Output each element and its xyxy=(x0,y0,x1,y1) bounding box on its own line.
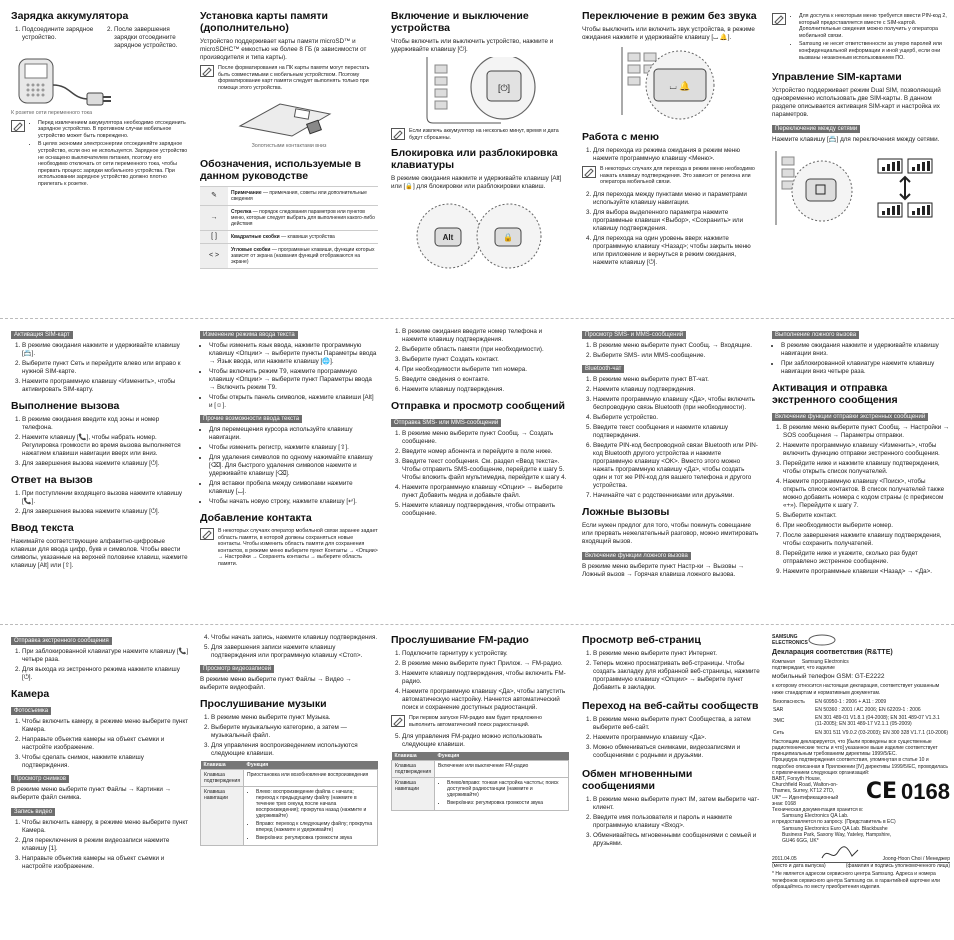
symbol-desc: — порядок следования параметров или пунктов меню, которые следует выбрать для выполнения какого-либо действия xyxy=(231,208,375,227)
power-key-illustration xyxy=(391,57,569,125)
step: 1. Чтобы включить камеру, в режиме меню выберите пункт Камера. xyxy=(22,819,189,835)
step: 4. Нажмите программную клавишу <Опции> → выберите пункт Добавить медиа и добавьте файл. xyxy=(402,484,569,500)
step: 7. После завершения нажмите клавишу подтверждения, чтобы сохранить получателей. xyxy=(783,532,950,548)
table-row xyxy=(772,714,950,728)
symbol-label: Угловые скобки xyxy=(231,246,271,253)
step: 1. Подключите гарнитуру к устройству. xyxy=(402,650,569,658)
step: 2. Теперь можно просматривать веб-страницы. Чтобы создать закладку для избранной веб-страницы, нажмите программную клавишу <Опции> → выберите пункт Добавить в закладки. xyxy=(593,660,760,692)
step: 1. В режиме ожидания введите номер телефона и нажмите клавишу подтверждения. xyxy=(402,328,569,344)
web-section xyxy=(582,634,760,850)
subsection-tag: Просмотр видеозаписей xyxy=(200,665,274,673)
step: 3. Перейдите ниже и нажмите клавишу подтверждения, чтобы открыть список получателей. xyxy=(783,460,950,476)
footnote: * Не является адресом сервисного центра Samsung. Адреса и номера телефонов сервисного центра Samsung см. в гарантийной карточке или обращайтесь по месту приобретения изделия. xyxy=(772,871,940,890)
section-title: Прослушивание музыки xyxy=(200,698,327,710)
signature-row xyxy=(772,844,950,862)
card-caption: Золотистыми контактами вниз xyxy=(251,143,327,150)
step: 2. Для переключения в режим видеозаписи нажмите клавишу [1]. xyxy=(22,837,189,853)
section-title: Ложные вызовы xyxy=(582,506,670,518)
note-icon xyxy=(582,166,596,178)
note-symbol: ✎ xyxy=(200,186,228,205)
ce-mark xyxy=(865,778,950,804)
function-cell: Включение или выключение FM-радио xyxy=(435,761,569,778)
step: 1. При поступлении входящего вызова нажмите клавишу [📞]. xyxy=(22,490,189,506)
sim-section xyxy=(772,10,950,232)
standard-value: EN 60950-1 : 2006 + A11 : 2009 xyxy=(815,698,887,705)
step: 1. Подсоедините зарядное устройство. xyxy=(22,26,97,42)
note-icon xyxy=(200,528,214,540)
step: 5. Для завершения записи нажмите клавишу подтверждения или программную клавишу <Стоп>. xyxy=(211,644,378,660)
standard-value: EN 301 511 V9.0.2 (03-2003); EN 300 328 V1.7.1 (10-2006) xyxy=(815,729,949,736)
table-row xyxy=(201,787,378,846)
step: 2. Нажмите программную клавишу <Изменить>, чтобы включить функцию отправки экстренного сообщения. xyxy=(783,442,950,458)
step: 2. Нажмите клавишу подтверждения. xyxy=(593,386,760,394)
tech-doc-place: Samsung Electronics QA Lab. xyxy=(782,813,849,820)
text-input-section xyxy=(200,328,378,573)
subsection-tag: Активация SIM-карт xyxy=(11,331,73,339)
body-and-mark xyxy=(772,776,950,807)
rep-address: Samsung Electronics Euro QA Lab. Blackbushe Business Park, Saxony Way, Yateley, Hampshire, GU46 6GG, UK* xyxy=(782,825,892,845)
symbols-table xyxy=(200,186,378,269)
note-text: В некоторых случаях оператор мобильной связи заранее задает область памяти, в которой должны сохраняться новые контакты. Чтобы изменить область памяти для сохранения контактов, в режиме меню выберите пункт Контакты → <Опции> → Настройки → Сохранять контакты → выберите область памяти. xyxy=(218,528,378,567)
note-box xyxy=(391,715,569,728)
section-title: Работа с меню xyxy=(582,131,659,143)
step: 3. Выберите пункт Создать контакт. xyxy=(402,356,569,364)
bullet: • Чтобы изменить регистр, нажмите клавишу [⇧]. xyxy=(209,444,378,452)
field-label: Компания xyxy=(772,659,795,665)
svg-text:⌴ 🔔: ⌴ 🔔 xyxy=(669,81,691,91)
step: 5. Выберите контакт. xyxy=(783,512,950,520)
section-title: Выполнение вызова xyxy=(11,400,120,412)
step: 7. Начинайте чат с родственниками или друзьями. xyxy=(593,492,760,500)
body-text: Чтобы включить или выключить устройство, нажмите и удерживайте клавишу [⏻]. xyxy=(391,38,554,53)
subsection-tag: Отправка SMS- или MMS-сообщений xyxy=(391,419,501,427)
bullet: • При заблокированной клавиатуре нажмите клавишу навигации вниз четыре раза. xyxy=(781,360,950,376)
memory-card-illustration xyxy=(200,96,378,140)
table-row xyxy=(200,243,378,268)
note-item: • Перед извлечением аккумулятора необходимо отсоединить зарядное устройство. В противном случае мобильное устройство может быть повреждено. xyxy=(38,120,189,140)
symbol-label: Квадратные скобки xyxy=(231,233,280,240)
step: 4. Нажмите программную клавишу <Да>, чтобы запустить автоматическую настройку. Начнется автоматический поиск и сохранение доступных радиостанций. xyxy=(402,688,569,712)
lock-key-label: 🔒 xyxy=(503,233,513,243)
step: 2. Для перехода между пунктами меню и параметрами используйте клавишу навигации. xyxy=(593,191,760,207)
standard-label: ЭМС xyxy=(773,718,785,725)
subsection-tag: Прочие возможности ввода текста xyxy=(200,415,302,423)
availability-text: и предоставляется по запросу. (Представитель в ЕС) xyxy=(772,819,896,826)
step: 4. Выберите устройство. xyxy=(593,414,760,422)
confirm-text: подтверждает, что изделие xyxy=(772,665,835,672)
step: 5. Для управления FM-радио можно использовать следующие клавиши. xyxy=(402,733,569,749)
section-title: Управление SIM-картами xyxy=(772,71,902,84)
step: 1. В режиме меню выберите пункт Сообщ. → Входящие. xyxy=(593,342,760,350)
place-label: (место и дата выпуска) xyxy=(772,863,826,870)
section-title: Переход на веб-сайты сообществ xyxy=(582,700,759,712)
step: 3. Нажмите программную клавишу <Да>, чтобы включить беспроводную связь Bluetooth (при необходимости). xyxy=(593,396,760,412)
bullet: • Влево/вправо: тонкая настройка частоты; поиск доступной радиостанции (нажмите и удерживайте) xyxy=(447,780,565,798)
function-cell xyxy=(244,787,378,846)
standards-table xyxy=(772,698,950,737)
bullet: • Вверх/вниз: регулировка громкости звука xyxy=(447,800,565,806)
symbol-desc: — программные клавиши, функции которых зависят от экрана (названия функций отображаются на экране) xyxy=(231,246,375,265)
product-name: мобильный телефон GSM: GT-E2222 xyxy=(772,673,885,681)
band-bottom xyxy=(0,624,954,940)
bullet: • Чтобы включить режим T9, нажмите программную клавишу <Опции> → выберите пункт Параметры ввода → Включить режим T9. xyxy=(209,368,378,392)
step: 3. Чтобы сделать снимок, нажмите клавишу подтверждения. xyxy=(22,754,189,770)
section-title: Обозначения, используемые в данном руководстве xyxy=(200,157,361,182)
issue-date: 2011.04.05 xyxy=(772,856,797,863)
symbol-desc: — примечания, советы или дополнительные сведения xyxy=(231,189,367,202)
note-icon xyxy=(11,120,25,132)
svg-text:[⏻]: [⏻] xyxy=(497,83,511,93)
table-row xyxy=(392,761,569,778)
subsection-tag: Включение функции ложного вызова xyxy=(582,552,691,560)
bullet: • Чтобы изменить язык ввода, нажмите программную клавишу <Опции> → выберите пункты Параметры ввода → Язык ввода, или нажмите клавишу [🌐]. xyxy=(209,342,378,366)
silent-section xyxy=(582,10,760,269)
standard-label: Сеть xyxy=(773,729,785,736)
ce-logo: CE xyxy=(865,778,898,804)
table-row xyxy=(200,205,378,230)
bullet: • В режиме ожидания нажмите и удерживайте клавишу навигации вниз. xyxy=(781,342,950,358)
step: 6. Нажмите клавишу подтверждения. xyxy=(402,386,569,394)
note-box xyxy=(582,166,760,186)
body-text: Нажмите клавишу [📇] для переключения между сетями. xyxy=(772,136,940,144)
section-title: Ввод текста xyxy=(11,522,74,534)
step: 2. Нажмите программную клавишу <Да>. xyxy=(593,734,760,742)
view-bt-fake-section xyxy=(582,328,760,582)
function-cell: Приостановка или возобновление воспроизведения xyxy=(244,770,378,787)
step: 1. Для перехода из режима ожидания в режим меню нажмите программную клавишу <Меню>. xyxy=(593,147,760,163)
company-name: Samsung Electronics xyxy=(801,659,849,665)
body-text: Чтобы выключить или включить звук устройства, в режиме ожидания нажмите и удерживайте клавишу [⌴ 🔔]. xyxy=(582,26,755,41)
step: 5. Введите текст сообщения и нажмите клавишу подтверждения. xyxy=(593,424,760,440)
fm-keys-table xyxy=(391,752,569,811)
step: 4. Чтобы начать запись, нажмите клавишу подтверждения. xyxy=(211,634,378,642)
key-cell: Клавиша навигации xyxy=(392,778,435,811)
note-box xyxy=(11,120,189,190)
contact-messages-section xyxy=(391,328,569,520)
section-title: Отправка и просмотр сообщений xyxy=(391,400,565,412)
step: 1. В режиме ожидания нажмите и удерживайте клавишу [📇]. xyxy=(22,342,189,358)
table-row xyxy=(392,778,569,811)
plug-caption: К розетке сети переменного тока xyxy=(11,110,93,116)
bullet: • Для перемещения курсора используйте клавишу навигации. xyxy=(209,426,378,442)
table-row xyxy=(200,186,378,205)
key-cell: Клавиша подтверждения xyxy=(392,761,435,778)
column-header: Функция xyxy=(244,761,378,770)
section-title: Камера xyxy=(11,688,50,700)
note-item: • В целях экономии электроэнергии отсоединяйте зарядное устройство, если оно не используется. Зарядное устройство не оснащено выключателем питания, поэтому его необходимо отключать от сети переменного тока, чтобы прервать процесс зарядки мобильного устройства. При использовании зарядное устройство должно плотно прилегать к розетке. xyxy=(38,141,189,187)
table-header xyxy=(392,752,569,761)
note-text: При первом запуске FM-радио вам будет предложено выполнить автоматический поиск радиостанций. xyxy=(409,715,542,728)
section-title: Включение и выключение устройства xyxy=(391,10,529,34)
table-row xyxy=(201,770,378,787)
body-text: В режиме меню выберите пункт Файлы → Картинки → выберите файл снимка. xyxy=(11,786,171,801)
note-box xyxy=(200,65,378,91)
step: 2. После завершения зарядки отсоедините зарядное устройство. xyxy=(114,26,189,50)
step: 2. В режиме меню выберите пункт Прилож. → FM-радио. xyxy=(402,660,569,668)
signal-sim1-icon xyxy=(878,159,932,173)
camera-section xyxy=(11,634,189,873)
section-title: Блокировка или разблокировка клавиатуры xyxy=(391,147,558,172)
column-header: Клавиша xyxy=(201,761,244,770)
note-icon xyxy=(772,13,786,25)
body-text: В режиме ожидания нажмите и удерживайте клавишу [Alt] или [🔒] для блокировки или разблокировки клавиш. xyxy=(391,175,562,191)
sos-section xyxy=(772,328,950,578)
step: 1. В режиме меню выберите пункт BT-чат. xyxy=(593,376,760,384)
subsection-tag: Выполнение ложного вызова xyxy=(772,331,859,339)
step: 1. В режиме ожидания введите код зоны и номер телефона. xyxy=(22,416,189,432)
step: 9. Нажмите программные клавиши <Назад> → <Да>. xyxy=(783,568,950,576)
step: 2. Выберите музыкальную категорию, а затем — музыкальный файл. xyxy=(211,724,378,740)
standards-intro: к которому относится настоящая декларация, соответствует указанным ниже стандартам и нормативным документам. xyxy=(772,683,940,696)
body-text: В режиме меню выберите пункт Файлы → Видео → выберите видеофайл. xyxy=(200,676,352,691)
note-icon xyxy=(391,715,405,727)
bullet: • Вправо: переход к следующему файлу; прокрутка вперед (нажмите и удерживайте) xyxy=(256,821,374,833)
subsection-tag: Просмотр SMS- и MMS-сообщений xyxy=(582,331,686,339)
step: 1. Чтобы включить камеру, в режиме меню выберите пункт Камера. xyxy=(22,718,189,734)
step: 3. Для управления воспроизведением используются следующие клавиши. xyxy=(211,742,378,758)
section-title: Зарядка аккумулятора xyxy=(11,10,129,22)
band-middle xyxy=(0,318,954,624)
step: 4. Нажмите программную клавишу <Поиск>, чтобы открыть список контактов. В список получателей также можно добавить номера с кодом страны (с префиксом «+»). Перейдите к шагу 7. xyxy=(783,478,950,510)
band-top xyxy=(0,0,954,318)
symbol-label: Примечание xyxy=(231,189,262,196)
charging-section xyxy=(11,10,189,195)
signer-name: Joong-Hoon Choi / Менеджер xyxy=(882,856,950,863)
notified-body: BABT, Forsyth House, Churchfield Road, Walton-on-Thames, Surrey, KT12 2TD, UK* — Идентификационный знак: 0168 xyxy=(772,776,839,807)
charger-illustration xyxy=(11,55,121,107)
body-text: Устройство поддерживает карты памяти microSD™ и microSDHC™ емкостью не более 8 ГБ (в зависимости от производителя и типа карты). xyxy=(200,38,367,61)
table-header xyxy=(201,761,378,770)
table-row xyxy=(200,230,378,243)
function-cell xyxy=(435,778,569,811)
signature-icon xyxy=(820,844,860,862)
column-header: Клавиша xyxy=(392,752,435,761)
symbol-label: Стрелка xyxy=(231,208,252,215)
note-item: • Samsung не несет ответственности за утерю паролей или конфиденциальной информации и иной ущерб, если они вызваны незаконным использованием ПО. xyxy=(799,41,950,61)
step: 3. Обменивайтесь мгновенными сообщениями с семьей и друзьями. xyxy=(593,832,760,848)
step: 2. Введите номер абонента и перейдите в поле ниже. xyxy=(402,448,569,456)
table-row xyxy=(772,706,950,714)
section-title: Добавление контакта xyxy=(200,512,312,524)
lock-keys-illustration xyxy=(391,194,569,272)
power-section xyxy=(391,10,569,275)
step: 1. При заблокированной клавиатуре нажмите клавишу [📞] четыре раза. xyxy=(22,648,189,664)
standard-value: EN 301 489-01 V1.8.1 (04-2008); EN 301 489-07 V1.3.1 (11-2005); EN 301 489-17 V2.1.1 (05-2009) xyxy=(815,715,940,728)
signal-sim2-icon xyxy=(878,203,932,217)
subsection-tag: Переключение между сетями xyxy=(772,125,860,133)
step: 2. Выберите область памяти (при необходимости). xyxy=(402,346,569,354)
body-text: В режиме меню выберите пункт Настр-ки → Вызовы → Ложный вызов → Горячая клавиша ложного вызова. xyxy=(582,563,745,578)
network-switch-illustration xyxy=(772,147,950,229)
declaration-title: Декларация соответствия (R&TTE) xyxy=(772,649,893,656)
music-keys-table xyxy=(200,761,378,846)
subsection-tag: Фотосъемка xyxy=(11,707,51,715)
bullet: • Чтобы начать новую строку, нажмите клавишу [↵]. xyxy=(209,498,378,506)
section-title: Прослушивание FM-радио xyxy=(391,634,529,646)
note-text: После форматирования на ПК карты памяти могут перестать быть совместимыми с мобильным устройством. Поэтому форматирование карт памяти следует выполнять только при помощи этого устройства. xyxy=(218,65,370,91)
subsection-tag: Запись видео xyxy=(11,808,55,816)
section-title: Ответ на вызов xyxy=(11,474,93,486)
bullet: • Для удаления символов по одному нажимайте клавишу [⌫]. Для быстрого удаления символов нажмите и удерживайте клавишу [⌫]. xyxy=(209,454,378,478)
subsection-tag: Отправка экстренного сообщения xyxy=(11,637,112,645)
step: 2. Для завершения вызова нажмите клавишу [⏻]. xyxy=(22,508,189,516)
silent-key-illustration xyxy=(582,45,760,125)
symbol-desc: — клавиши устройства xyxy=(279,233,335,240)
bullet: • Вверх/вниз: регулировка громкости звука xyxy=(256,835,374,841)
section-title: Просмотр веб-страниц xyxy=(582,634,701,646)
subsection-tag: Просмотр снимков xyxy=(11,775,69,783)
note-box xyxy=(200,528,378,568)
step: 4. Для перехода на один уровень вверх нажмите программную клавишу <Назад>; чтобы закрыть меню или приложение и вернуться в режим ожидания, нажмите клавишу [⏻]. xyxy=(593,235,760,267)
subsection-tag: Включение функции отправки экстренных сообщений xyxy=(772,413,928,421)
step: 1. В режиме меню выберите пункт IM, затем выберите чат-клиент. xyxy=(593,796,760,812)
step: 3. Нажмите программную клавишу <Изменить>, чтобы активировать SIM-карту. xyxy=(22,378,189,394)
step: 1. В режиме меню выберите пункт Музыка. xyxy=(211,714,378,722)
step: 2. Нажмите клавишу [📞], чтобы набрать номер. Регулировка громкости во время вызова выполняется нажатием клавиши навигации вверх или вниз. xyxy=(22,434,189,458)
procedure-text: Процедура подтверждения соответствия, упомянутая в статье 10 и подробно описанная в Приложении [IV] директивы 1999/5/EC, проводилась с привлечением следующих организаций: xyxy=(772,757,948,776)
step: 6. При необходимости выберите номер. xyxy=(783,522,950,530)
memory-card-section xyxy=(200,10,378,269)
declaration-header xyxy=(772,634,950,646)
body-text: Нажимайте соответствующие алфавитно-цифровые клавиши для ввода цифр, букв и символов. Чтобы ввести символы, указанные на верхней половине клавиш, нажмите клавишу [Alt] или [⇧]. xyxy=(11,538,188,569)
standard-label: Безопасность xyxy=(773,698,805,705)
table-row xyxy=(772,729,950,737)
table-row xyxy=(772,698,950,706)
key-cell: Клавиша подтверждения xyxy=(201,770,244,787)
step: 1. В режиме меню выберите пункт Интернет. xyxy=(593,650,760,658)
samsung-ellipse-icon xyxy=(808,634,836,646)
step: 1. В режиме меню выберите пункт Сообщ. → Настройки → SOS сообщения → Параметры отправки. xyxy=(783,424,950,440)
step: 5. Нажмите клавишу подтверждения, чтобы отправить сообщение. xyxy=(402,502,569,518)
video-music-section xyxy=(200,634,378,846)
section-title: Установка карты памяти (дополнительно) xyxy=(200,10,328,34)
key-cell: Клавиша навигации xyxy=(201,787,244,846)
section-title: Активация и отправка экстренного сообщения xyxy=(772,382,898,406)
tech-doc-label: Техническая документация хранится в: xyxy=(772,807,864,814)
arrow-symbol: → xyxy=(200,205,228,230)
signature-labels xyxy=(772,862,950,869)
note-text: Если извлечь аккумулятор на несколько минут, время и дата будут сброшены. xyxy=(409,128,559,141)
step: 8. Перейдите ниже и укажите, сколько раз будет отправлено экстренное сообщение. xyxy=(783,550,950,566)
step: 2. Направьте объектив камеры на объект съемки и настройте изображение. xyxy=(22,736,189,752)
note-icon xyxy=(200,65,214,77)
angle-symbol: < > xyxy=(200,243,228,268)
step: 5. Введите сведения о контакте. xyxy=(402,376,569,384)
column-header: Функция xyxy=(435,752,569,761)
section-title: Переключение в режим без звука xyxy=(582,10,757,22)
step: 2. Выберите SMS- или MMS-сообщение. xyxy=(593,352,760,360)
note-icon xyxy=(391,128,405,140)
bullet: • Влево: воспроизведение файла с начала; переход к предыдущему файлу (нажмите в течение трех секунд после начала воспроизведения); прокрутка назад (нажмите и удерживайте) xyxy=(256,789,374,819)
note-text: В некоторых случаях для перехода в режим меню необходимо нажать клавишу подтверждения. Это зависит от региона или оператора мобильной связи. xyxy=(600,166,755,186)
note-item: • Для доступа к некоторым меню требуется ввести PIN-код 2, который предоставляется вместе с SIM-картой. Дополнительные сведения можно получить у оператора мобильной связи. xyxy=(799,13,950,39)
step: 3. Можно обмениваться снимками, видеозаписями и сообщениями с родными и друзьями. xyxy=(593,744,760,760)
subsection-tag: Bluetooth-чат xyxy=(582,365,624,373)
fm-radio-section xyxy=(391,634,569,811)
step: 2. Для выхода из экстренного режима нажмите клавишу [⏻]. xyxy=(22,666,189,682)
standard-value: EN 50360 : 2001 / AC 2006; EN 62209-1 : 2006 xyxy=(815,707,921,714)
law-text: Настоящим декларируется, что [были проведены все существенные радиотехнические тесты и что] указанное выше изделие соответствует принципиальным требованиям директивы 1999/5/EC. xyxy=(772,738,938,758)
note-box xyxy=(391,128,569,141)
step: 3. Введите текст сообщения. См. раздел «Ввод текста». Чтобы отправить SMS-сообщение, перейдите к шагу 5. Чтобы вложить файл мультимедиа, перейдите к шагу 4. xyxy=(402,458,569,482)
step: 3. Для выбора выделенного параметра нажмите программные клавиши <Выбор>, <Сохранить> или клавишу подтверждения. xyxy=(593,209,760,233)
subsection-tag: Изменение режима ввода текста xyxy=(200,331,298,339)
ce-number: 0168 xyxy=(901,778,950,804)
step: 1. В режиме меню выберите пункт Сообщества, а затем выберите веб-сайт. xyxy=(593,716,760,732)
declaration-section xyxy=(772,634,950,890)
step: 3. Для завершения вызова нажмите клавишу [⏻]. xyxy=(22,460,189,468)
step: 2. Выберите пункт Сеть и перейдите влево или вправо к нужной SIM-карте. xyxy=(22,360,189,376)
bullet: • Чтобы открыть панель символов, нажмите клавиши [Alt] и [☺]. xyxy=(209,394,378,410)
section-title: Обмен мгновенными сообщениями xyxy=(582,768,693,792)
bracket-symbol: [ ] xyxy=(200,230,228,243)
samsung-logo: SAMSUNG ELECTRONICS xyxy=(772,634,808,646)
bullet: • Для вставки пробела между символами нажмите клавишу [⌴]. xyxy=(209,480,378,496)
note-box xyxy=(772,13,950,63)
step: 4. При необходимости выберите тип номера. xyxy=(402,366,569,374)
step: 1. В режиме меню выберите пункт Сообщ. → Создать сообщение. xyxy=(402,430,569,446)
body-text: Устройство поддерживает режим Dual SIM, позволяющий одновременно использовать две SIM-карты. В данном разделе описывается активация SIM-карт и настройка их параметров. xyxy=(772,87,941,119)
step: 2. Введите имя пользователя и пароль и нажмите программную клавишу <Вход>. xyxy=(593,814,760,830)
body-text: Если нужен предлог для того, чтобы покинуть совещание или прервать нежелательный разговор, можно имитировать входящий вызов. xyxy=(582,522,759,545)
signature-label: (фамилия и подпись уполномоченного лица) xyxy=(845,863,950,870)
step: 3. Нажмите клавишу подтверждения, чтобы включить FM-радио. xyxy=(402,670,569,686)
alt-key-label: Alt xyxy=(442,233,454,243)
standard-label: SAR xyxy=(773,707,784,714)
sim-activation-section xyxy=(11,328,189,573)
step: 3. Направьте объектив камеры на объект съемки и настройте изображение. xyxy=(22,855,189,871)
step: 6. Введите PIN-код беспроводной связи Bluetooth или PIN-код Bluetooth другого устройства и нажмите программную клавишу <OK>. Вместо этого можно нажать программную клавишу <Да>, чтобы создать один и тот же PIN-код для вашего телефона и другого устройства. xyxy=(593,442,760,490)
